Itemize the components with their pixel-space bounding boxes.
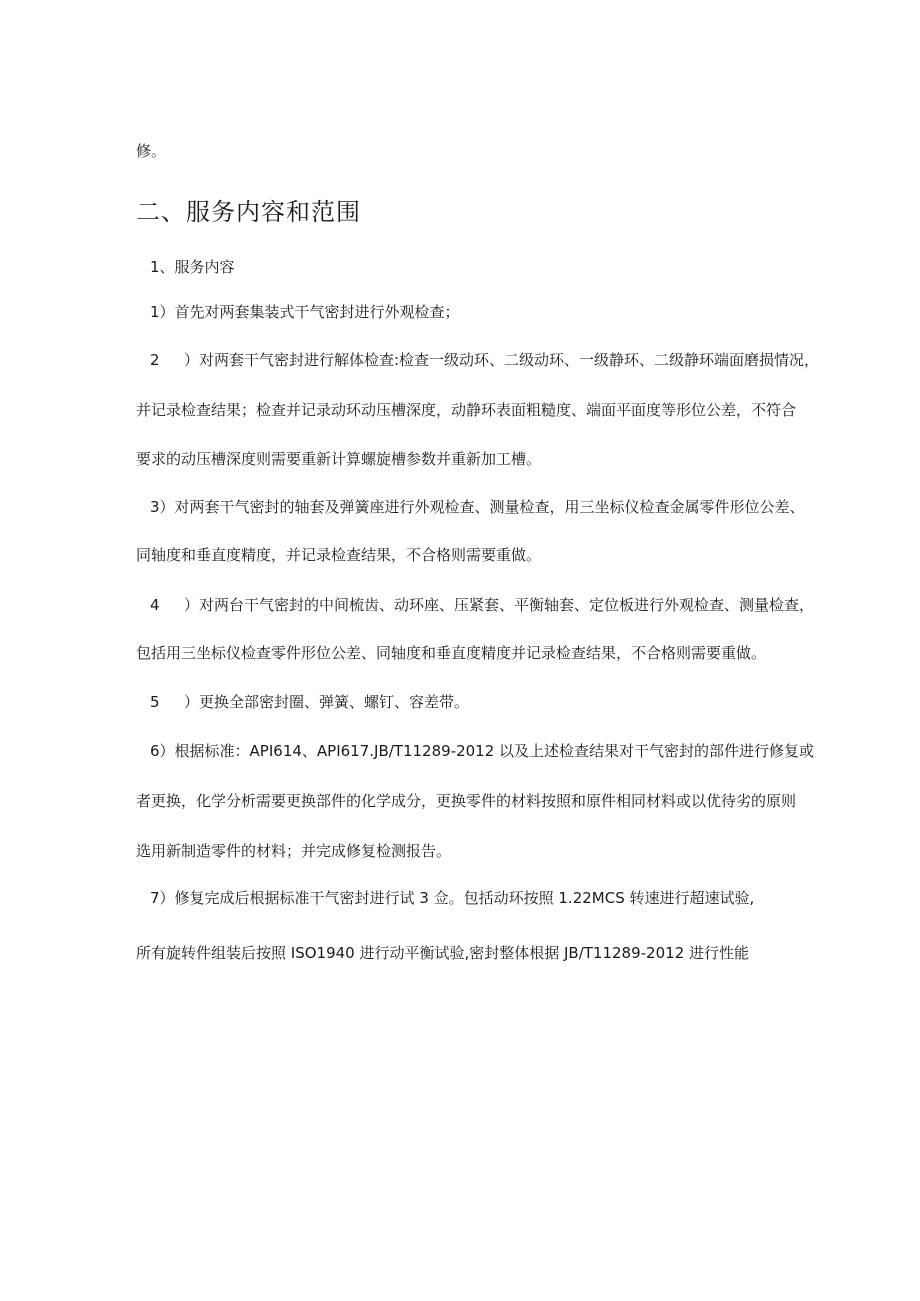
item-5-line-1 [150, 692, 469, 712]
item-7-line-1: 7）修复完成后根据标准干气密封进行试 3 佥。包括动环按照 1.22MCS 转速进行超速试验, [150, 889, 755, 907]
item-2-number: 2 [150, 351, 160, 369]
item-2-line-1 [150, 350, 819, 370]
subheading: 1、服务内容 [150, 258, 235, 276]
item-2-text: ）对两套干气密封进行解体检查:检查一级动环、二级动环、一级静环、二级静环端面磨损情况， [184, 351, 820, 369]
item-3-line-1: 3）对两套干气密封的轴套及弹簧座进行外观检查、测量检查，用三坐标仪检查金属零件形位公差、 [150, 498, 805, 516]
section-heading: 二、服务内容和范围 [136, 198, 361, 226]
item-1: 1）首先对两套集装式干气密封进行外观检查； [150, 303, 460, 321]
item-5-text: ）更换全部密封圈、弹簧、螺钉、容差带。 [184, 693, 470, 711]
item-3-line-2: 同轴度和垂直度精度，并记录检查结果，不合格则需要重做。 [136, 546, 542, 564]
item-4-number: 4 [150, 596, 160, 614]
item-2-line-3: 要求的动压槽深度则需要重新计算螺旋槽参数并重新加工槽。 [136, 450, 542, 468]
item-4-text: ）对两台干气密封的中间梳齿、动环座、压紧套、平衡轴套、定位板进行外观检查、测量检查， [184, 596, 815, 614]
item-6-line-3: 选用新制造零件的材料；并完成修复检测报告。 [136, 842, 452, 860]
continued-text: 修。 [136, 142, 167, 160]
item-5-number: 5 [150, 693, 160, 711]
item-4-line-1 [150, 595, 814, 615]
item-4-line-2: 包括用三坐标仪检查零件形位公差、同轴度和垂直度精度并记录检查结果，不合格则需要重做。 [136, 644, 767, 662]
item-2-line-2: 并记录检查结果；检查并记录动环动压槽深度，动静环表面粗糙度、端面平面度等形位公差，不符合 [136, 401, 797, 419]
item-6-line-1: 6）根据标准：API614、API617.JB/T11289-2012 以及上述检查结果对干气密封的部件进行修复或 [150, 742, 815, 760]
item-6-line-2: 者更换，化学分析需要更换部件的化学成分，更换零件的材料按照和原件相同材料或以优待劣的原则 [136, 792, 797, 810]
item-7-line-2: 所有旋转件组装后按照 ISO1940 进行动平衡试验,密封整体根据 JB/T11289-2012 进行性能 [136, 944, 750, 962]
